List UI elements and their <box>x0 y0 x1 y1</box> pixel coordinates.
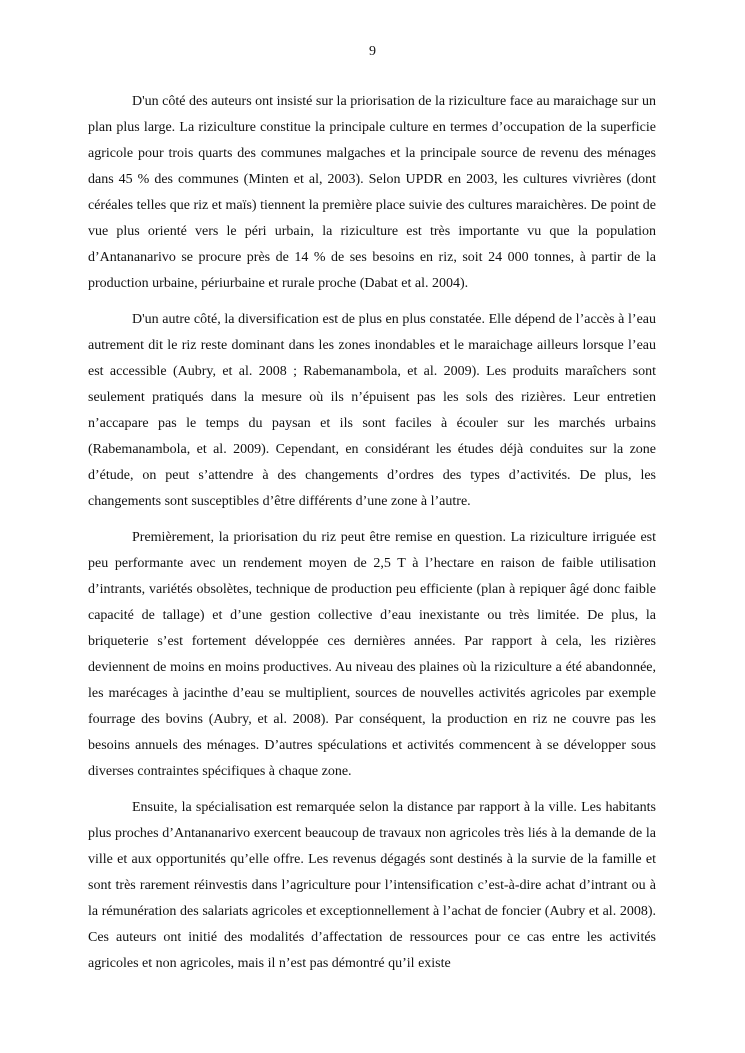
paragraph-rice-questioned: Premièrement, la priorisation du riz peut être remise en question. La riziculture irriguée est peu performante avec un rendement moyen de 2,5 T à l’hectare en raison de faible utilisation d’intrants, variétés obsolètes, technique de production peu efficiente (plan à repiquer âgé donc faible capacité de tallage) et d’une gestion collective d’eau inexistante ou très limitée. De plus, la briqueterie s’est fortement développée ces dernières années. Par rapport à cela, les rizières deviennent de moins en moins productives. Au niveau des plaines où la riziculture a été abandonnée, les marécages à jacinthe d’eau se multiplient, sources de nouvelles activités agricoles par exemple fourrage des bovins (Aubry, et al. 2008). Par conséquent, la production en riz ne couvre pas les besoins annuels des ménages. D’autres spéculations et activités commencent à se développer sous diverses contraintes spécifiques à chaque zone. <box>88 530 656 779</box>
paragraph-specialisation: Ensuite, la spécialisation est remarquée selon la distance par rapport à la ville. Les habitants plus proches d’Antananarivo exercent beaucoup de travaux non agricoles très liés à la demande de la ville et aux opportunités qu’elle offre. Les revenus dégagés sont destinés à la survie de la famille et sont très rarement réinvestis dans l’agriculture pour l’intensification c’est-à-dire achat d’intrant ou à la rémunération des salariats agricoles et exceptionnellement à l’achat de foncier (Aubry et al. 2008). Ces auteurs ont initié des modalités d’affectation de ressources pour ce cas entre les activités agricoles et non agricoles, mais il n’est pas démontré qu’il existe <box>88 800 656 971</box>
body-text <box>88 89 656 987</box>
page-number: 9 <box>369 44 376 59</box>
paragraph-diversification: D'un autre côté, la diversification est de plus en plus constatée. Elle dépend de l’accès à l’eau autrement dit le riz reste dominant dans les zones inondables et le maraichage ailleurs lorsque l’eau est accessible (Aubry, et al. 2008 ; Rabemanambola, et al. 2009). Les produits maraîchers sont seulement pratiqués dans la mesure où ils n’épuisent pas les sols des rizières. Leur entretien n’accapare pas le temps du paysan et ils sont faciles à écouler sur les marchés urbains (Rabemanambola, et al. 2009). Cependant, en considérant les études déjà conduites sur la zone d’étude, on peut s’attendre à des changements d’ordres des types d’activités. De plus, les changements sont susceptibles d’être différents d’une zone à l’autre. <box>88 312 656 509</box>
paragraph-rice-priority: D'un côté des auteurs ont insisté sur la priorisation de la riziculture face au maraichage sur un plan plus large. La riziculture constitue la principale culture en termes d’occupation de la superficie agricole pour trois quarts des communes malgaches et la principale source de revenu des ménages dans 45 % des communes (Minten et al, 2003). Selon UPDR en 2003, les cultures vivrières (dont céréales telles que riz et maïs) tiennent la première place suivie des cultures maraichères. De point de vue plus orienté vers le péri urbain, la riziculture est très importante vu que la population d’Antananarivo se procure près de 14 % de ses besoins en riz, soit 24 000 tonnes, à partir de la production urbaine, périurbaine et rurale proche (Dabat et al. 2004). <box>88 94 656 291</box>
